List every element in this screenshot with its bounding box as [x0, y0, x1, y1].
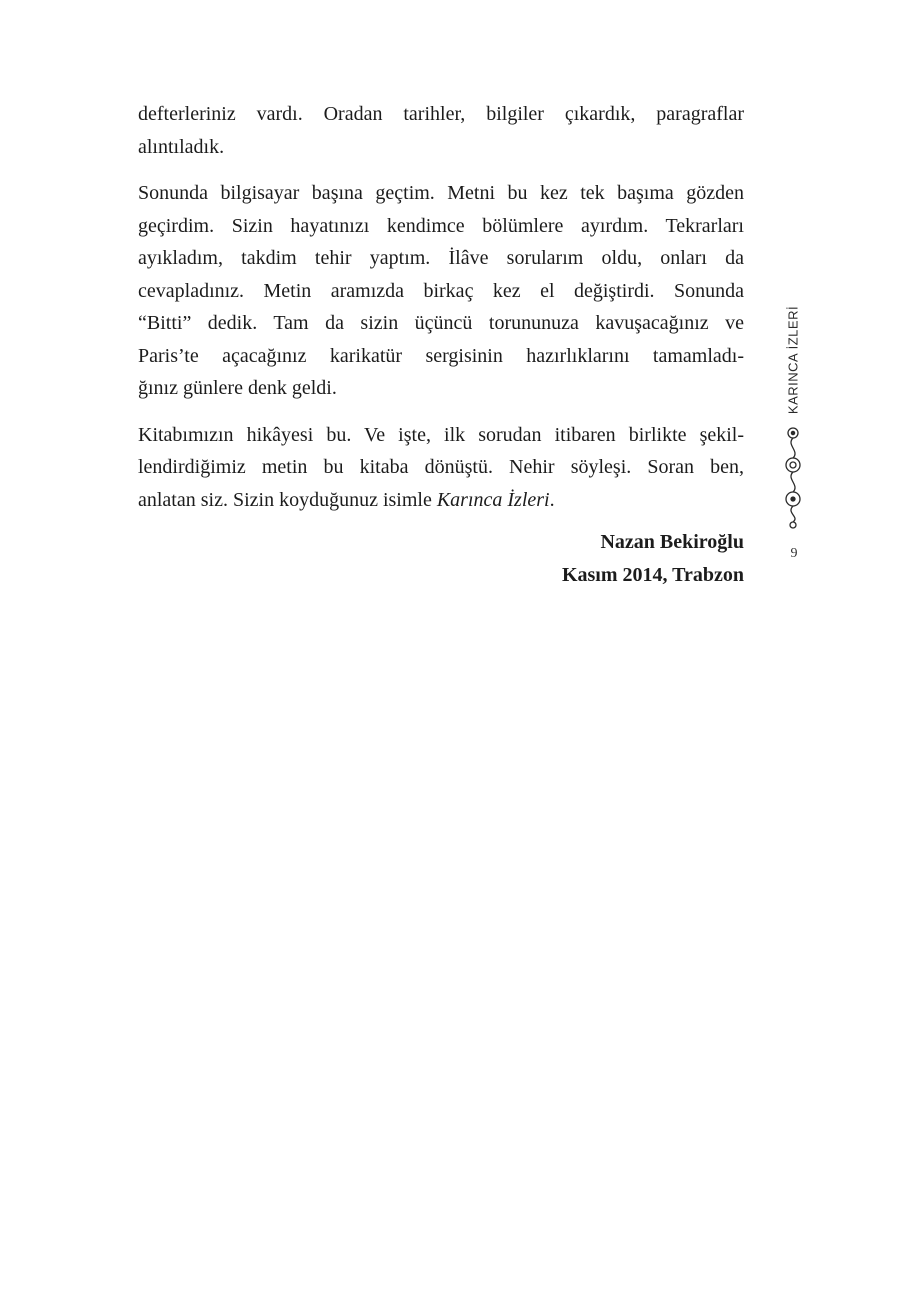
- paragraph-line: [138, 484, 744, 517]
- running-title: [773, 300, 813, 420]
- paragraph-3: [138, 419, 744, 517]
- paragraph-line: “Bitti” dedik. Tam da sizin üçüncü torununuza kavuşacağınız ve: [138, 312, 744, 334]
- body-text: [138, 98, 744, 530]
- signature-block: [562, 526, 744, 591]
- paragraph-line: Kitabımızın hikâyesi bu. Ve işte, ilk sorudan itibaren birlikte şekil-: [138, 423, 744, 446]
- paragraph-line: ğınız günlere denk geldi.: [138, 377, 337, 399]
- paragraph-1: [138, 98, 744, 163]
- page-number: 9: [790, 546, 798, 561]
- book-title-italic: Karınca İzleri: [436, 488, 550, 511]
- paragraph-line: Sonunda bilgisayar başına geçtim. Metni bu kez tek başıma gözden: [138, 182, 744, 204]
- running-header: [773, 300, 813, 540]
- paragraph-2: [138, 177, 744, 405]
- paragraph-line: defterleriniz vardı. Oradan tarihler, bilgiler çıkardık, paragraflar: [138, 103, 744, 125]
- line-text: .: [549, 488, 555, 511]
- swirl-ornament-icon: [783, 425, 803, 530]
- paragraph-line: lendirdiğimiz metin bu kitaba dönüştü. Nehir söyleşi. Soran ben,: [138, 456, 744, 478]
- paragraph-line: ayıkladım, takdim tehir yaptım. İlâve sorularım oldu, onları da: [138, 247, 744, 269]
- paragraph-line: cevapladınız. Metin aramızda birkaç kez el değiştirdi. Sonunda: [138, 279, 744, 302]
- paragraph-line: alıntıladık.: [138, 135, 225, 158]
- date-place: Kasım 2014, Trabzon: [561, 563, 744, 586]
- running-title-text: KARINCA İZLERİ: [785, 305, 801, 415]
- paragraph-line: geçirdim. Sizin hayatınızı kendimce bölümlere ayırdım. Tekrarları: [138, 214, 744, 237]
- author-name: Nazan Bekiroğlu: [600, 531, 744, 553]
- paragraph-line: Paris’te açacağınız karikatür sergisinin hazırlıklarını tamamladı-: [138, 344, 744, 367]
- line-text: anlatan siz. Sizin koyduğunuz isimle: [138, 488, 437, 511]
